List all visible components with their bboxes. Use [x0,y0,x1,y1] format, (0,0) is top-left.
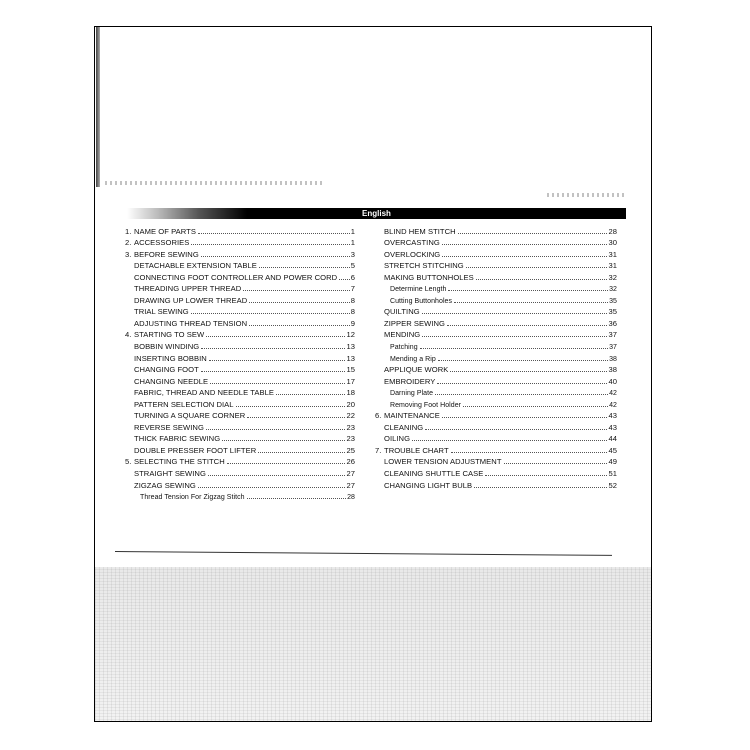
toc-entry [125,305,355,317]
dot-leader [435,394,608,395]
scan-smudge [547,193,627,197]
dot-leader [236,406,346,407]
toc-entry-label: BEFORE SEWING [134,249,199,259]
toc-entry-label: REVERSE SEWING [134,422,204,432]
toc-entry-page: 40 [608,376,617,386]
dot-leader [210,383,345,384]
dot-leader [476,279,608,280]
toc-entry [125,466,355,478]
toc-entry-page: 1 [350,226,355,236]
toc-entry-label: MAKING BUTTONHOLES [384,272,474,282]
dot-leader [420,348,608,349]
dot-leader [425,429,607,430]
toc-entry-label: FABRIC, THREAD AND NEEDLE TABLE [134,388,274,398]
dot-leader [437,383,607,384]
dot-leader [504,463,608,464]
dot-leader [454,302,608,303]
toc-entry-label: NAME OF PARTS [134,226,196,236]
toc-entry [125,478,355,490]
section-header-bar [127,208,626,219]
toc-entry-page: 12 [346,330,355,340]
toc-entry-label: Mending a Rip [390,355,436,363]
toc-entry-label: Cutting Buttonholes [390,297,453,305]
toc-entry [375,386,617,398]
toc-entry-page: 1 [350,238,355,248]
toc-entry-label: CHANGING NEEDLE [134,376,209,386]
toc-entry-label: SELECTING THE STITCH [134,457,225,467]
toc-entry-label: OVERCASTING [384,238,440,248]
toc-entry-label: Patching [390,344,418,352]
toc-entry-page: 45 [608,445,617,455]
dot-leader [201,256,350,257]
dot-leader [451,452,608,453]
toc-entry [125,224,355,236]
toc-entry [375,443,617,455]
toc-entry-label: OILING [384,434,411,444]
dot-leader [458,233,608,234]
toc-entry [125,259,355,271]
toc-entry [375,363,617,375]
dot-leader [209,360,346,361]
toc-entry-page: 32 [609,286,617,294]
dot-leader [448,290,608,291]
toc-entry-label: STARTING TO SEW [134,330,205,340]
toc-entry [125,420,355,432]
dot-leader [201,371,346,372]
toc-entry-label: STRAIGHT SEWING [134,469,206,479]
toc-entry [125,455,355,467]
toc-entry [125,351,355,363]
toc-entry [125,374,355,386]
toc-entry [375,478,617,490]
toc-entry-page: 30 [608,238,617,248]
dot-leader [247,417,345,418]
toc-entry-label: EMBROIDERY [384,376,436,386]
toc-entry [375,351,617,363]
toc-entry-label: THICK FABRIC SEWING [134,434,221,444]
toc-entry [375,409,617,421]
toc-entry-page: 5 [350,261,355,271]
toc-entry [375,455,617,467]
dot-leader [474,487,607,488]
dot-leader [206,429,346,430]
toc-entry-label: CONNECTING FOOT CONTROLLER AND POWER CORD [134,272,338,282]
dot-leader [191,313,350,314]
dot-leader [198,487,346,488]
dot-leader [191,244,349,245]
dot-leader [442,244,608,245]
dot-leader [247,498,347,499]
toc-entry-label: Darning Plate [390,390,434,398]
toc-entry-page: 28 [347,494,355,502]
toc-entry-label: MENDING [384,330,421,340]
dot-leader [412,440,607,441]
toc-column-left [125,224,355,501]
toc-entry-label: CLEANING SHUTTLE CASE [384,469,484,479]
toc-entry-number: 4. [125,330,132,340]
toc-entry-number: 1. [125,226,132,236]
toc-entry-page: 36 [608,318,617,328]
toc-entry-label: CLEANING [384,422,424,432]
toc-entry [125,270,355,282]
toc-entry-label: DOUBLE PRESSER FOOT LIFTER [134,445,257,455]
dot-leader [276,394,345,395]
toc-entry-page: 27 [346,469,355,479]
toc-entry [375,247,617,259]
toc-entry [125,282,355,294]
toc-entry [125,339,355,351]
toc-entry-page: 15 [346,365,355,375]
toc-entry-page: 31 [608,261,617,271]
toc-column-right [375,224,617,490]
dot-leader [422,313,608,314]
toc-entry-label: THREADING UPPER THREAD [134,284,242,294]
toc-entry-page: 7 [350,284,355,294]
toc-entry [125,386,355,398]
toc-entry-label: MAINTENANCE [384,411,440,421]
toc-entry-page: 31 [608,249,617,259]
dot-leader [249,302,349,303]
dot-leader [249,325,350,326]
toc-entry [375,282,617,294]
toc-entry-label: CHANGING LIGHT BULB [384,480,473,490]
toc-entry-label: TROUBLE CHART [384,445,449,455]
toc-entry [375,339,617,351]
toc-entry-label: STRETCH STITCHING [384,261,464,271]
toc-entry [125,443,355,455]
toc-entry-page: 20 [346,399,355,409]
toc-entry-label: INSERTING BOBBIN [134,353,207,363]
toc-entry-page: 51 [608,469,617,479]
scan-noise-area [95,567,652,722]
toc-entry-label: ZIPPER SEWING [384,318,445,328]
toc-entry-page: 8 [350,307,355,317]
toc-entry [375,259,617,271]
toc-entry [125,432,355,444]
toc-entry-page: 9 [350,318,355,328]
dot-leader [442,417,608,418]
toc-entry-label: DETACHABLE EXTENSION TABLE [134,261,257,271]
toc-entry [125,293,355,305]
toc-entry [375,316,617,328]
toc-entry-page: 23 [346,434,355,444]
toc-entry-label: OVERLOCKING [384,249,441,259]
toc-entry-number: 2. [125,238,132,248]
toc-entry-label: ADJUSTING THREAD TENSION [134,318,248,328]
toc-entry-page: 23 [346,422,355,432]
toc-entry [125,328,355,340]
toc-entry [125,247,355,259]
toc-entry-page: 49 [608,457,617,467]
toc-entry [375,397,617,409]
dot-leader [258,452,345,453]
dot-leader [442,256,607,257]
dot-leader [466,267,608,268]
dot-leader [447,325,607,326]
toc-entry-page: 13 [346,353,355,363]
toc-entry-number: 6. [375,411,382,421]
toc-entry-page: 37 [609,344,617,352]
toc-entry [375,236,617,248]
scan-smudge [105,181,325,185]
toc-entry-page: 26 [346,457,355,467]
dot-leader [422,336,607,337]
dot-leader [222,440,345,441]
toc-entry [375,374,617,386]
dot-leader [450,371,607,372]
dot-leader [206,336,345,337]
toc-entry-label: DRAWING UP LOWER THREAD [134,295,248,305]
toc-entry-number: 7. [375,445,382,455]
toc-entry [375,466,617,478]
toc-entry-label: CHANGING FOOT [134,365,199,375]
toc-entry-label: ACCESSORIES [134,238,190,248]
toc-entry [375,305,617,317]
toc-entry [375,224,617,236]
toc-entry-page: 27 [346,480,355,490]
toc-entry-page: 17 [346,376,355,386]
toc-entry [375,293,617,305]
dot-leader [243,290,349,291]
dot-leader [485,475,607,476]
dot-leader [259,267,350,268]
toc-entry-page: 22 [346,411,355,421]
toc-entry-page: 32 [608,272,617,282]
toc-entry-label: TURNING A SQUARE CORNER [134,411,246,421]
toc-entry-page: 42 [609,390,617,398]
dot-leader [227,463,346,464]
toc-entry-page: 3 [350,249,355,259]
toc-entry-page: 38 [609,355,617,363]
toc-entry-label: ZIGZAG SEWING [134,480,196,490]
toc-entry-label: APPLIQUE WORK [384,365,449,375]
page-binding-edge [96,27,100,187]
toc-entry [125,236,355,248]
toc-entry-label: Determine Length [390,286,447,294]
toc-entry-page: 37 [608,330,617,340]
toc-entry-page: 13 [346,342,355,352]
toc-entry-page: 35 [609,297,617,305]
toc-entry-page: 18 [346,388,355,398]
toc-entry-page: 25 [346,445,355,455]
dot-leader [198,233,350,234]
toc-entry-page: 8 [350,295,355,305]
toc-entry-label: BLIND HEM STITCH [384,226,456,236]
header-gradient [127,208,247,219]
toc-entry-label: Removing Foot Holder [390,401,462,409]
toc-entry-page: 43 [608,411,617,421]
toc-entry-label: LOWER TENSION ADJUSTMENT [384,457,502,467]
dot-leader [201,348,345,349]
toc-entry-label: QUILTING [384,307,420,317]
toc-entry-page: 38 [608,365,617,375]
toc-entry-page: 35 [608,307,617,317]
toc-entry [375,270,617,282]
toc-entry-label: TRIAL SEWING [134,307,189,317]
toc-entry [375,420,617,432]
toc-entry [125,397,355,409]
manual-page [94,26,652,722]
dot-leader [208,475,346,476]
section-title: English [362,209,391,218]
toc-entry-page: 52 [608,480,617,490]
toc-entry-page: 44 [608,434,617,444]
dot-leader [463,406,608,407]
toc-entry [125,363,355,375]
toc-entry-label: PATTERN SELECTION DIAL [134,399,234,409]
toc-entry-number: 3. [125,249,132,259]
toc-entry-label: Thread Tension For Zigzag Stitch [140,494,245,502]
toc-entry [125,316,355,328]
toc-entry [125,490,355,502]
toc-entry-page: 43 [608,422,617,432]
toc-entry [375,432,617,444]
toc-entry [375,328,617,340]
toc-entry-page: 28 [608,226,617,236]
dot-leader [339,279,350,280]
toc-entry-page: 42 [609,401,617,409]
divider-line [115,551,612,556]
toc-entry-label: BOBBIN WINDING [134,342,200,352]
toc-entry [125,409,355,421]
dot-leader [438,360,608,361]
toc-entry-page: 6 [350,272,355,282]
toc-entry-number: 5. [125,457,132,467]
